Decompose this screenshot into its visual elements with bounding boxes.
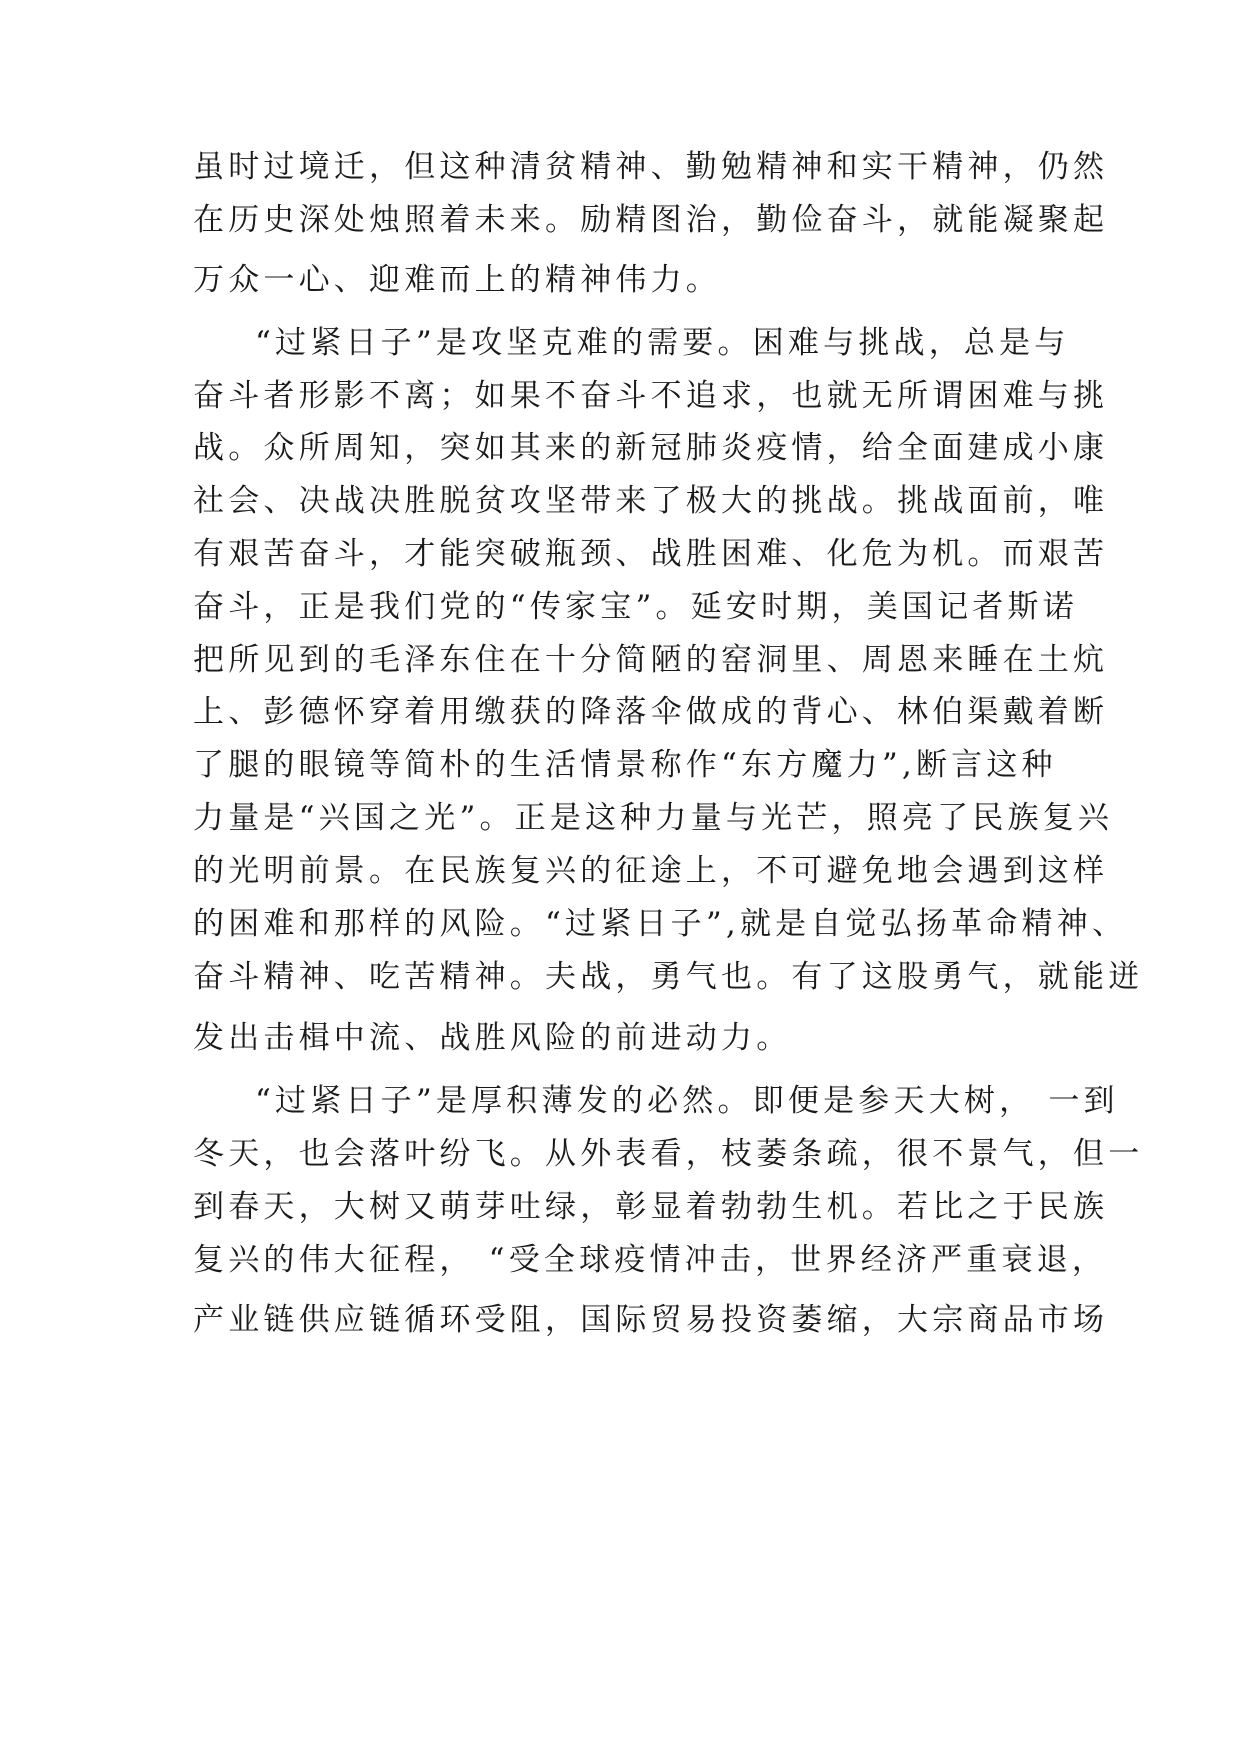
text-line: 万众一心、迎难而上的精神伟力。	[193, 262, 721, 298]
text-line: 力量是“兴国之光”。正是这种力量与光芒，照亮了民族复兴	[193, 800, 1114, 836]
text-line: 复兴的伟大征程， “受全球疫情冲击，世界经济严重衰退，	[193, 1242, 1108, 1278]
text-line: 社会、决战决胜脱贫攻坚带来了极大的挑战。挑战面前，唯	[193, 483, 1109, 519]
text-line: 奋斗，正是我们党的“传家宝”。延安时期，美国记者斯诺	[193, 589, 1078, 625]
text-line: 了腿的眼镜等简朴的生活情景称作“东方魔力”,断言这种	[193, 747, 1057, 783]
text-line: 把所见到的毛泽东住在十分简陋的窑洞里、周恩来睡在土炕	[193, 642, 1109, 678]
text-line: 奋斗者形影不离；如果不奋斗不追求，也就无所谓困难与挑	[193, 378, 1109, 414]
text-line: 虽时过境迁，但这种清贫精神、勤勉精神和实干精神，仍然	[193, 149, 1109, 185]
text-line: 在历史深处烛照着未来。励精图治，勤俭奋斗，就能凝聚起	[193, 202, 1109, 238]
text-line: 的困难和那样的风险。“过紧日子”,就是自觉弘扬革命精神、	[193, 906, 1128, 942]
text-line: 的光明前景。在民族复兴的征途上，不可避免地会遇到这样	[193, 853, 1109, 889]
text-line: 到春天，大树又萌芽吐绿，彰显着勃勃生机。若比之于民族	[193, 1189, 1109, 1225]
paragraph-start-line: “过紧日子”是厚积薄发的必然。即便是参天大树， 一到	[255, 1083, 1119, 1119]
text-line: 发出击楫中流、战胜风险的前进动力。	[193, 1020, 792, 1056]
paragraph-start-line: “过紧日子”是攻坚克难的需要。困难与挑战，总是与	[255, 325, 1070, 361]
text-line: 冬天，也会落叶纷飞。从外表看，枝萎条疏，很不景气，但一	[193, 1136, 1144, 1172]
text-line: 奋斗精神、吃苦精神。夫战，勇气也。有了这股勇气，就能迸	[193, 959, 1144, 995]
text-line: 有艰苦奋斗，才能突破瓶颈、战胜困难、化危为机。而艰苦	[193, 536, 1109, 572]
text-line: 产业链供应链循环受阻，国际贸易投资萎缩，大宗商品市场	[193, 1302, 1109, 1338]
text-line: 战。众所周知，突如其来的新冠肺炎疫情，给全面建成小康	[193, 430, 1109, 466]
text-line: 上、彭德怀穿着用缴获的降落伞做成的背心、林伯渠戴着断	[193, 694, 1109, 730]
